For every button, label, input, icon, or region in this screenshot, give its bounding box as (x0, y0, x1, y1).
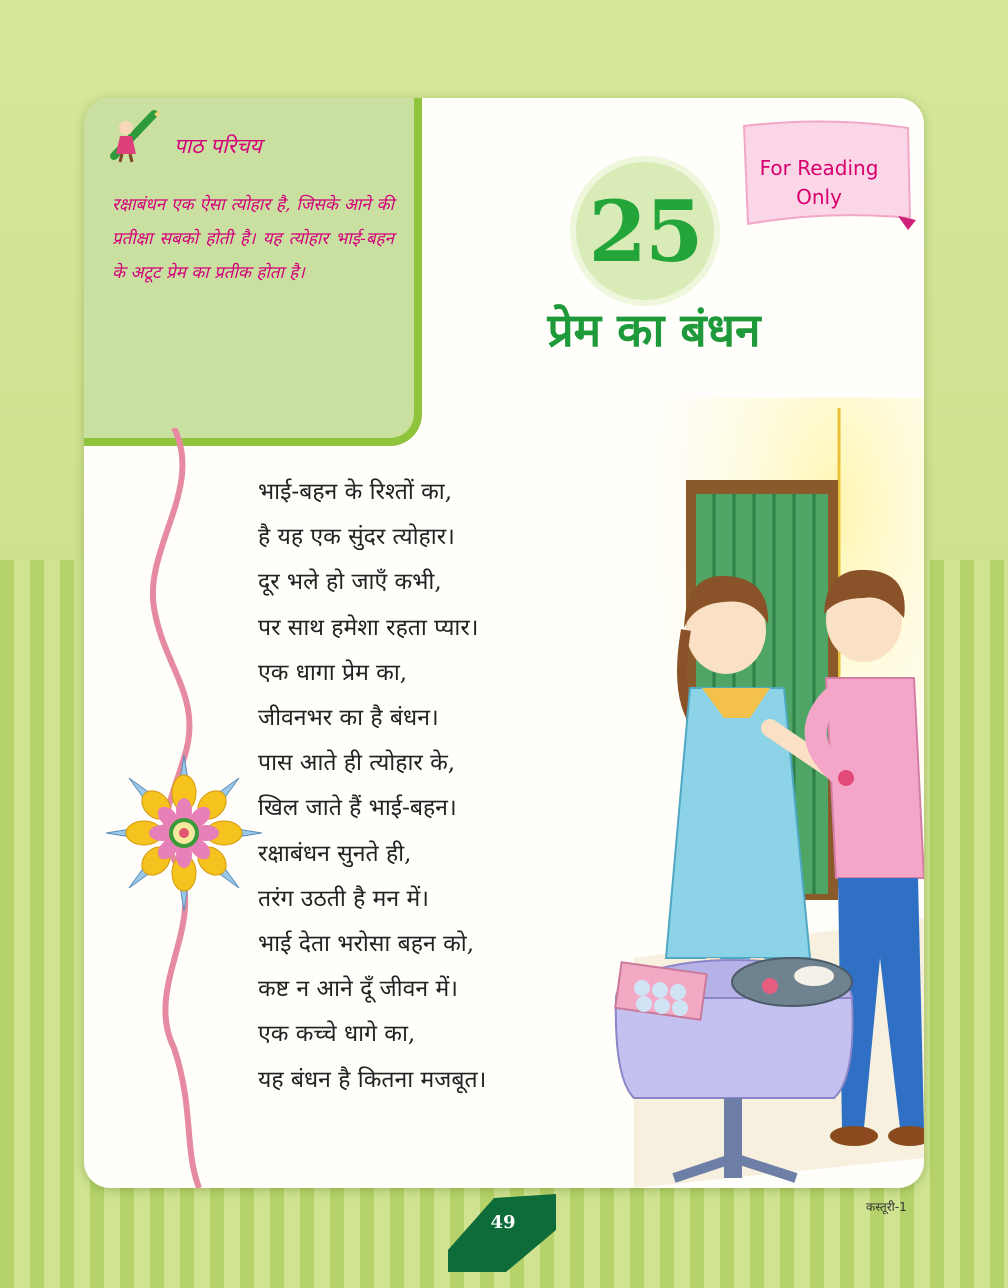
poem-line: एक कच्चे धागे का, (258, 1021, 416, 1048)
poem-line: पर साथ हमेशा रहता प्यार। (258, 614, 479, 641)
lesson-number-circle (570, 156, 720, 306)
intro-text: रक्षाबंधन एक ऐसा त्योहार है, जिसके आने की प्रतीक्षा सबको होती है। यह त्योहार भाई-बहन के अटूट प्रेम का प्रतीक होता है। (112, 195, 394, 283)
poem-line: है यह एक सुंदर त्योहार। (258, 524, 455, 551)
poem-line: यह बंधन है कितना मजबूत। (258, 1066, 487, 1093)
reading-only-line1: For Reading (759, 156, 879, 180)
lesson-title: प्रेम का बंधन (547, 303, 761, 357)
poem-line: कष्ट न आने दूँ जीवन में। (258, 976, 458, 1003)
lesson-number: 25 (588, 181, 702, 281)
poem-line: जीवनभर का है बंधन। (258, 705, 439, 732)
page-card (84, 98, 924, 1188)
poem-line: एक धागा प्रेम का, (258, 659, 408, 686)
poem-line: खिल जाते हैं भाई-बहन। (258, 795, 457, 822)
reading-only-label (754, 154, 884, 212)
poem-line: तरंग उठती है मन में। (258, 885, 429, 912)
intro-box (84, 98, 422, 446)
siblings-illustration (574, 398, 924, 1188)
intro-heading: पाठ परिचय (174, 134, 262, 158)
rakhi-illustration (84, 428, 284, 1188)
poem-line: पास आते ही त्योहार के, (258, 750, 456, 777)
poem-line: भाई-बहन के रिश्तों का, (258, 479, 453, 505)
page-number: 49 (490, 1212, 516, 1233)
page-number-badge (444, 1190, 560, 1276)
poem-line: दूर भले हो जाएँ कभी, (258, 569, 442, 596)
pencil-girl-icon (106, 106, 166, 166)
poem-line: रक्षाबंधन सुनते ही, (258, 840, 412, 867)
reading-only-line2: Only (796, 185, 842, 209)
book-name: कस्तूरी-1 (866, 1200, 907, 1214)
poem-line: भाई देता भरोसा बहन को, (258, 931, 475, 958)
poem (258, 470, 486, 1103)
